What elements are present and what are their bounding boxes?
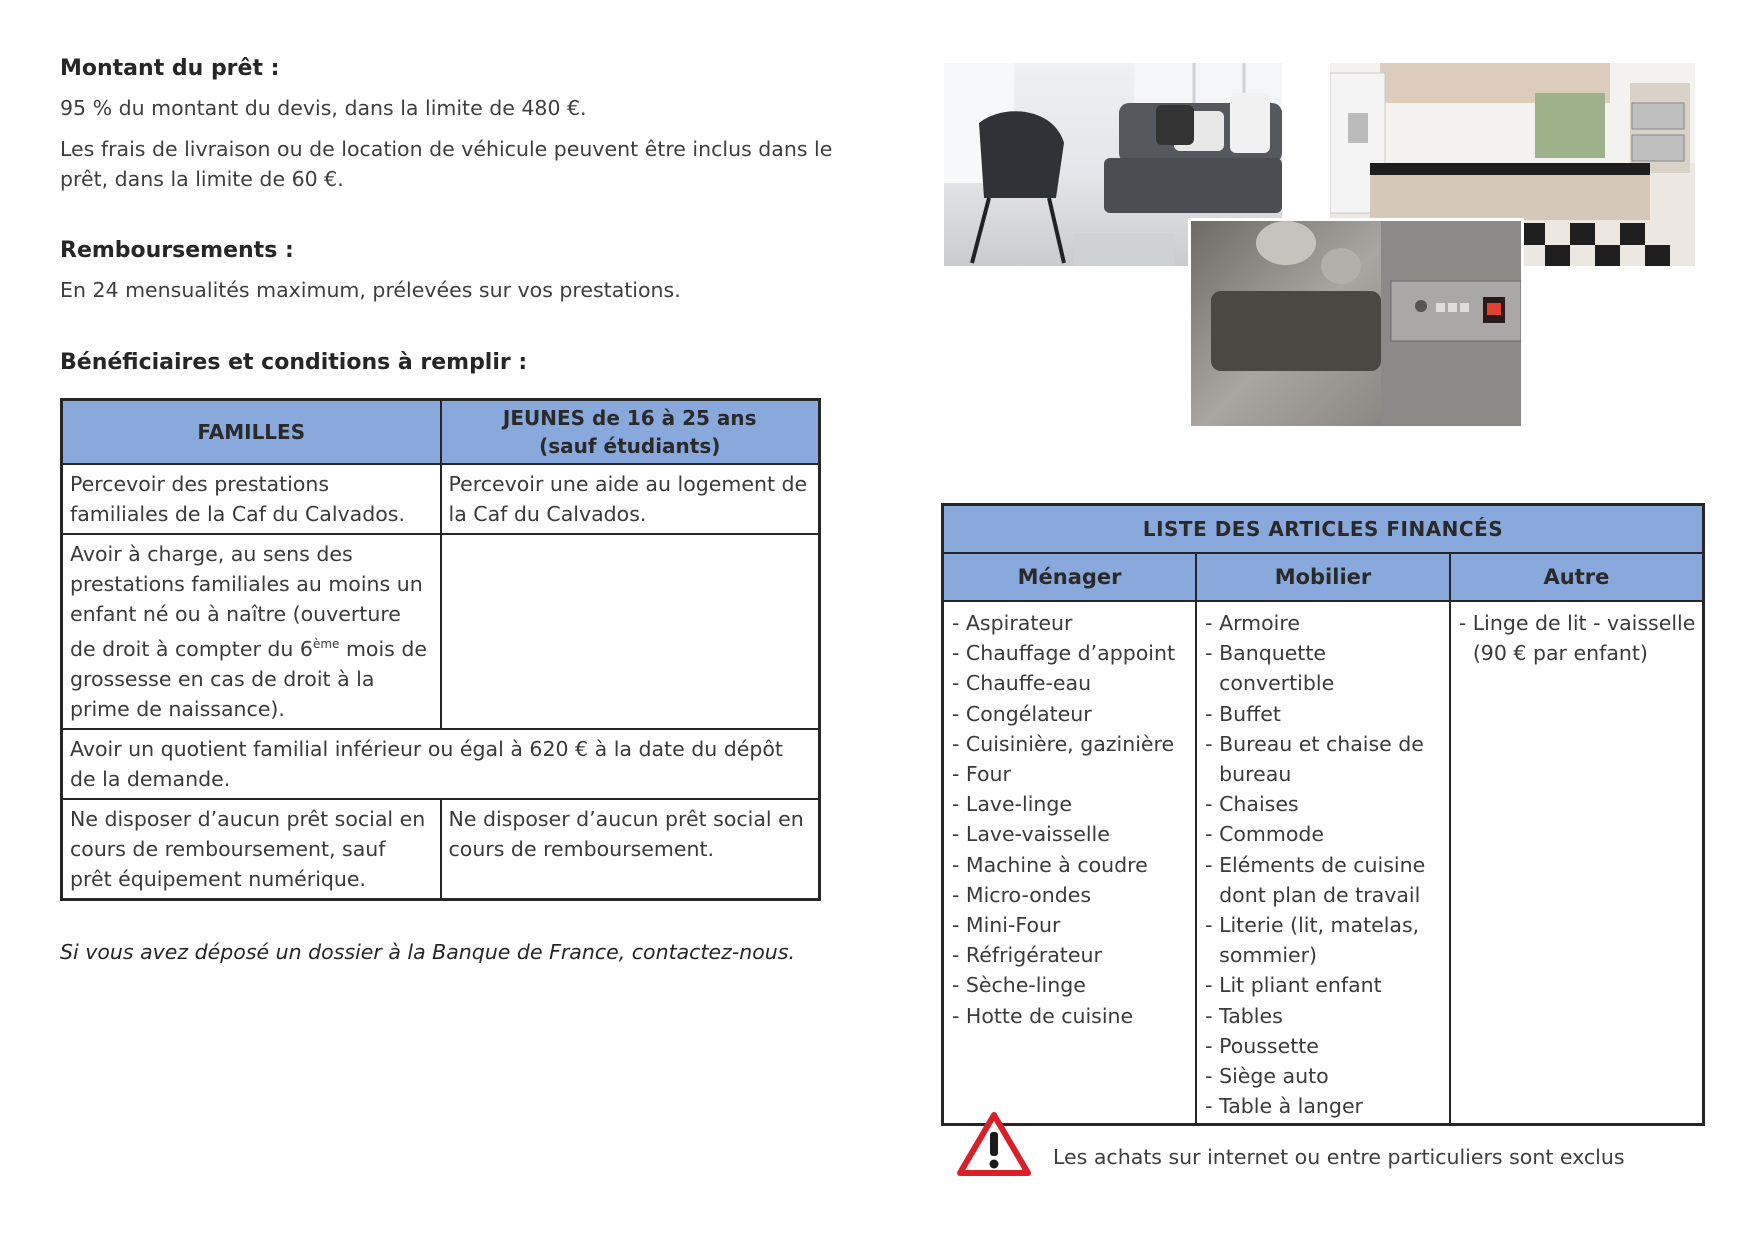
col-youth-header bbox=[441, 400, 820, 465]
beneficiaries-heading: Bénéficiaires et conditions à remplir : bbox=[60, 350, 528, 375]
row2-families-cell: Avoir à charge, au sens des prestations familiales au moins un enfant né ou à naître (ouverture de droit à compter du 6ème mois de grossesse en cas de droit à la prime de naissance). bbox=[62, 534, 441, 729]
list-item: - Micro-ondes bbox=[952, 882, 1092, 907]
list-item: - Eléments de cuisine dont plan de travail bbox=[1205, 852, 1426, 907]
col-mobilier-header: Mobilier bbox=[1196, 553, 1450, 601]
list-item: - Four bbox=[952, 762, 1011, 787]
row1-youth-cell: Percevoir une aide au logement de la Caf du Calvados. bbox=[441, 464, 820, 534]
list-item: - Sèche-linge bbox=[952, 973, 1086, 998]
loan-text-1: 95 % du montant du devis, dans la limite de 480 €. bbox=[60, 96, 587, 120]
list-item: - Congélateur bbox=[952, 701, 1092, 726]
loan-text-2: Les frais de livraison ou de location de véhicule peuvent être inclus dans le prêt, dans la limite de 60 €. bbox=[60, 137, 833, 191]
list-item: - Armoire bbox=[1205, 611, 1300, 635]
list-item: - Table à langer bbox=[1205, 1094, 1363, 1119]
list-item: - Poussette bbox=[1205, 1033, 1319, 1058]
loan-heading: Montant du prêt : bbox=[60, 56, 280, 81]
warning-text: Les achats sur internet ou entre particuliers sont exclus bbox=[1053, 1145, 1625, 1169]
list-item: - Réfrigérateur bbox=[952, 943, 1102, 968]
superscript-eme: ème bbox=[312, 637, 340, 651]
repayment-heading: Remboursements : bbox=[60, 238, 294, 263]
banque-de-france-note: Si vous avez déposé un dossier à la Banque de France, contactez-nous. bbox=[60, 940, 795, 964]
list-item: - Chauffe-eau bbox=[952, 671, 1092, 696]
list-item: - Lave-linge bbox=[952, 792, 1073, 817]
warning-icon bbox=[956, 1110, 1032, 1178]
list-item: - Commode bbox=[1205, 822, 1325, 847]
row4-families-cell: Ne disposer d’aucun prêt social en cours de remboursement, sauf prêt équipement numérique. bbox=[62, 799, 441, 900]
col-youth-header-line1: JEUNES de 16 à 25 ans bbox=[502, 406, 757, 430]
financed-items-table bbox=[941, 503, 1705, 1126]
conditions-table bbox=[60, 398, 821, 901]
list-item: - Machine à coudre bbox=[952, 852, 1148, 877]
list-item: - Lit pliant enfant bbox=[1205, 973, 1382, 998]
list-item: - Tables bbox=[1205, 1003, 1283, 1028]
row2-youth-cell bbox=[441, 534, 820, 729]
list-item: - Chaises bbox=[1205, 792, 1299, 817]
items-table-title: LISTE DES ARTICLES FINANCÉS bbox=[943, 505, 1704, 554]
list-item: - Cuisinière, gazinière bbox=[952, 731, 1175, 756]
col-autre-header: Autre bbox=[1450, 553, 1704, 601]
list-item: - Buffet bbox=[1205, 701, 1281, 726]
oven-photo bbox=[1188, 218, 1524, 429]
mobilier-cell bbox=[1196, 601, 1450, 1125]
row3-shared-cell: Avoir un quotient familial inférieur ou égal à 620 € à la date du dépôt de la demande. bbox=[62, 729, 820, 799]
menager-cell bbox=[943, 601, 1197, 1125]
col-youth-header-line2: (sauf étudiants) bbox=[539, 434, 721, 458]
col-menager-header: Ménager bbox=[943, 553, 1197, 601]
list-item: - Bureau et chaise de bureau bbox=[1205, 731, 1424, 787]
list-item: - Mini-Four bbox=[952, 913, 1061, 938]
list-item: - Linge de lit - vaisselle (90 € par enfant) bbox=[1458, 611, 1696, 666]
list-item: - Aspirateur bbox=[952, 611, 1073, 635]
autre-cell bbox=[1450, 601, 1704, 1125]
list-item: - Literie (lit, matelas, sommier) bbox=[1205, 913, 1420, 968]
list-item: - Chauffage d’appoint bbox=[952, 641, 1175, 666]
row4-youth-cell: Ne disposer d’aucun prêt social en cours de remboursement. bbox=[441, 799, 820, 900]
list-item: - Lave-vaisselle bbox=[952, 822, 1110, 847]
list-item: - Siège auto bbox=[1205, 1064, 1329, 1089]
row1-families-cell: Percevoir des prestations familiales de la Caf du Calvados. bbox=[62, 464, 441, 534]
list-item: - Banquette convertible bbox=[1205, 641, 1335, 696]
repayment-text: En 24 mensualités maximum, prélevées sur vos prestations. bbox=[60, 278, 681, 302]
list-item: - Hotte de cuisine bbox=[952, 1003, 1134, 1028]
col-families-header: FAMILLES bbox=[62, 400, 441, 465]
